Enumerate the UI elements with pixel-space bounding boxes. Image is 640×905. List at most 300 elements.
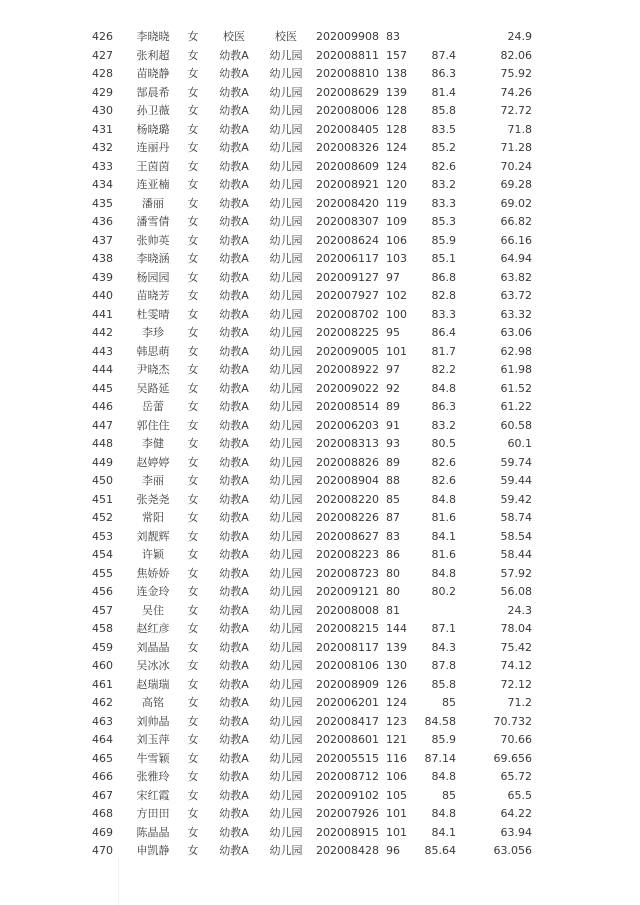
table-row bbox=[0, 509, 640, 528]
table-row bbox=[0, 195, 640, 214]
total-score: 60.1 bbox=[507, 437, 532, 450]
unit: 幼儿园 bbox=[269, 326, 303, 339]
table-row bbox=[0, 213, 640, 232]
written-score: 83 bbox=[386, 529, 400, 543]
written-score: 96 bbox=[386, 844, 400, 857]
gender: 女 bbox=[187, 141, 199, 154]
table-row bbox=[0, 398, 640, 417]
row-number: 438 bbox=[92, 252, 113, 265]
gender: 女 bbox=[187, 307, 199, 321]
candidate-name: 刘帅晶 bbox=[136, 714, 170, 728]
position: 幼教A bbox=[219, 363, 249, 376]
written-score: 85 bbox=[386, 492, 400, 506]
total-score: 61.52 bbox=[500, 381, 532, 395]
position: 幼教A bbox=[219, 400, 249, 413]
interview-score: 84.3 bbox=[431, 640, 456, 654]
written-score: 105 bbox=[386, 788, 407, 802]
exam-id: 202008405 bbox=[316, 122, 379, 136]
interview-score: 84.1 bbox=[431, 529, 456, 543]
interview-score: 85 bbox=[442, 696, 456, 709]
gender: 女 bbox=[187, 603, 199, 617]
position: 幼教A bbox=[219, 844, 249, 857]
gender: 女 bbox=[187, 548, 199, 561]
row-number: 444 bbox=[92, 363, 113, 376]
unit: 幼儿园 bbox=[269, 677, 303, 691]
gender: 女 bbox=[187, 696, 199, 709]
written-score: 97 bbox=[386, 270, 400, 284]
unit: 幼儿园 bbox=[269, 770, 303, 783]
written-score: 124 bbox=[386, 159, 407, 173]
table-row bbox=[0, 269, 640, 288]
row-number: 441 bbox=[92, 307, 113, 321]
interview-score: 85.64 bbox=[424, 844, 456, 857]
position: 幼教A bbox=[219, 788, 249, 802]
position: 幼教A bbox=[219, 233, 249, 247]
gender: 女 bbox=[187, 751, 199, 765]
candidate-name: 张帅英 bbox=[136, 233, 170, 247]
written-score: 128 bbox=[386, 104, 407, 117]
interview-score: 83.3 bbox=[431, 307, 456, 321]
interview-score: 81.4 bbox=[431, 85, 456, 99]
total-score: 60.58 bbox=[500, 418, 532, 432]
total-score: 70.24 bbox=[500, 159, 532, 173]
unit: 幼儿园 bbox=[269, 48, 303, 62]
table-row bbox=[0, 176, 640, 195]
interview-score: 86.8 bbox=[431, 270, 456, 284]
interview-score: 85.2 bbox=[431, 141, 456, 154]
total-score: 63.32 bbox=[500, 307, 532, 321]
written-score: 124 bbox=[386, 696, 407, 709]
interview-score: 85.9 bbox=[431, 233, 456, 247]
interview-score: 85.8 bbox=[431, 677, 456, 691]
written-score: 124 bbox=[386, 141, 407, 154]
written-score: 88 bbox=[386, 474, 400, 487]
interview-score: 85.8 bbox=[431, 104, 456, 117]
position: 幼教A bbox=[219, 677, 249, 691]
exam-id: 202008712 bbox=[316, 770, 379, 783]
row-number: 456 bbox=[92, 585, 113, 598]
interview-score: 84.8 bbox=[431, 566, 456, 580]
interview-score: 82.6 bbox=[431, 455, 456, 469]
table-row bbox=[0, 361, 640, 380]
total-score: 66.16 bbox=[500, 233, 532, 247]
position: 幼教A bbox=[219, 659, 249, 672]
interview-score: 82.8 bbox=[431, 289, 456, 302]
written-score: 102 bbox=[386, 289, 407, 302]
table-row bbox=[0, 694, 640, 713]
candidate-name: 王茵茵 bbox=[136, 159, 170, 173]
row-number: 452 bbox=[92, 511, 113, 524]
gender: 女 bbox=[187, 326, 199, 339]
table-row bbox=[0, 546, 640, 565]
written-score: 101 bbox=[386, 807, 407, 820]
total-score: 70.66 bbox=[500, 733, 532, 746]
exam-id: 202008008 bbox=[316, 603, 379, 617]
table-row bbox=[0, 454, 640, 473]
exam-id: 202008117 bbox=[316, 640, 379, 654]
position: 幼教A bbox=[219, 825, 249, 839]
table-row bbox=[0, 84, 640, 103]
candidate-name: 刘玉萍 bbox=[136, 733, 170, 746]
position: 幼教A bbox=[219, 326, 249, 339]
position: 幼教A bbox=[219, 48, 249, 62]
interview-score: 86.4 bbox=[431, 326, 456, 339]
written-score: 101 bbox=[386, 344, 407, 358]
row-number: 453 bbox=[92, 529, 113, 543]
gender: 女 bbox=[187, 381, 199, 395]
row-number: 429 bbox=[92, 85, 113, 99]
unit: 幼儿园 bbox=[269, 270, 303, 284]
candidate-name: 岳蕾 bbox=[142, 400, 164, 413]
exam-id: 202007927 bbox=[316, 289, 379, 302]
position: 幼教A bbox=[219, 751, 249, 765]
gender: 女 bbox=[187, 844, 199, 857]
written-score: 106 bbox=[386, 770, 407, 783]
row-number: 461 bbox=[92, 677, 113, 691]
candidate-name: 陈晶晶 bbox=[136, 825, 170, 839]
interview-score: 82.6 bbox=[431, 159, 456, 173]
table-row bbox=[0, 232, 640, 251]
table-row bbox=[0, 824, 640, 843]
written-score: 119 bbox=[386, 196, 407, 210]
candidate-name: 潘丽 bbox=[142, 196, 164, 210]
written-score: 144 bbox=[386, 622, 407, 635]
candidate-name: 李晓晓 bbox=[136, 30, 170, 43]
total-score: 59.74 bbox=[500, 455, 532, 469]
table-row bbox=[0, 639, 640, 658]
position: 幼教A bbox=[219, 548, 249, 561]
table-row bbox=[0, 583, 640, 602]
exam-id: 202008006 bbox=[316, 104, 379, 117]
row-number: 451 bbox=[92, 492, 113, 506]
total-score: 63.06 bbox=[500, 326, 532, 339]
total-score: 71.2 bbox=[507, 696, 532, 709]
exam-id: 202006201 bbox=[316, 696, 379, 709]
total-score: 65.72 bbox=[500, 770, 532, 783]
row-number: 430 bbox=[92, 104, 113, 117]
gender: 女 bbox=[187, 807, 199, 820]
row-number: 442 bbox=[92, 326, 113, 339]
table-row bbox=[0, 565, 640, 584]
interview-score: 84.8 bbox=[431, 381, 456, 395]
total-score: 63.94 bbox=[500, 825, 532, 839]
gender: 女 bbox=[187, 30, 199, 43]
written-score: 106 bbox=[386, 233, 407, 247]
position: 幼教A bbox=[219, 566, 249, 580]
gender: 女 bbox=[187, 215, 199, 228]
unit: 幼儿园 bbox=[269, 640, 303, 654]
total-score: 71.28 bbox=[500, 141, 532, 154]
exam-id: 202007926 bbox=[316, 807, 379, 820]
row-number: 433 bbox=[92, 159, 113, 173]
gender: 女 bbox=[187, 289, 199, 302]
candidate-name: 张利超 bbox=[136, 48, 170, 62]
candidate-name: 李健 bbox=[142, 437, 164, 450]
exam-id: 202008909 bbox=[316, 677, 379, 691]
interview-score: 86.3 bbox=[431, 400, 456, 413]
exam-id: 202008514 bbox=[316, 400, 379, 413]
candidate-name: 尹晓杰 bbox=[136, 363, 170, 376]
unit: 幼儿园 bbox=[269, 455, 303, 469]
row-number: 426 bbox=[92, 30, 113, 43]
unit: 幼儿园 bbox=[269, 67, 303, 80]
exam-id: 202008826 bbox=[316, 455, 379, 469]
interview-score: 87.1 bbox=[431, 622, 456, 635]
position: 幼教A bbox=[219, 270, 249, 284]
unit: 幼儿园 bbox=[269, 825, 303, 839]
position: 幼教A bbox=[219, 603, 249, 617]
gender: 女 bbox=[187, 622, 199, 635]
table-row bbox=[0, 324, 640, 343]
candidate-name: 孙卫薇 bbox=[136, 104, 170, 117]
table-row bbox=[0, 491, 640, 510]
candidate-name: 杨晓璐 bbox=[136, 122, 170, 136]
unit: 幼儿园 bbox=[269, 751, 303, 765]
row-number: 443 bbox=[92, 344, 113, 358]
position: 幼教A bbox=[219, 104, 249, 117]
total-score: 75.92 bbox=[500, 67, 532, 80]
written-score: 92 bbox=[386, 381, 400, 395]
table-row bbox=[0, 102, 640, 121]
position: 幼教A bbox=[219, 67, 249, 80]
candidate-name: 潘雪倩 bbox=[136, 215, 170, 228]
gender: 女 bbox=[187, 714, 199, 728]
gender: 女 bbox=[187, 178, 199, 191]
table-row bbox=[0, 380, 640, 399]
written-score: 91 bbox=[386, 418, 400, 432]
gender: 女 bbox=[187, 270, 199, 284]
unit: 幼儿园 bbox=[269, 492, 303, 506]
exam-id: 202008702 bbox=[316, 307, 379, 321]
exam-id: 202008629 bbox=[316, 85, 379, 99]
unit: 幼儿园 bbox=[269, 418, 303, 432]
interview-score: 80.5 bbox=[431, 437, 456, 450]
written-score: 101 bbox=[386, 825, 407, 839]
row-number: 465 bbox=[92, 751, 113, 765]
interview-score: 85 bbox=[442, 788, 456, 802]
row-number: 437 bbox=[92, 233, 113, 247]
total-score: 74.12 bbox=[500, 659, 532, 672]
table-row bbox=[0, 657, 640, 676]
candidate-name: 牛雪颖 bbox=[136, 751, 170, 765]
total-score: 75.42 bbox=[500, 640, 532, 654]
exam-id: 202008417 bbox=[316, 714, 379, 728]
unit: 幼儿园 bbox=[269, 289, 303, 302]
total-score: 72.12 bbox=[500, 677, 532, 691]
position: 幼教A bbox=[219, 529, 249, 543]
candidate-name: 张尧尧 bbox=[136, 492, 170, 506]
gender: 女 bbox=[187, 48, 199, 62]
exam-id: 202008313 bbox=[316, 437, 379, 450]
written-score: 109 bbox=[386, 215, 407, 228]
written-score: 130 bbox=[386, 659, 407, 672]
unit: 幼儿园 bbox=[269, 696, 303, 709]
row-number: 468 bbox=[92, 807, 113, 820]
exam-id: 202008811 bbox=[316, 48, 379, 62]
total-score: 58.54 bbox=[500, 529, 532, 543]
table-row bbox=[0, 158, 640, 177]
candidate-name: 李珍 bbox=[142, 326, 164, 339]
written-score: 128 bbox=[386, 122, 407, 136]
written-score: 93 bbox=[386, 437, 400, 450]
interview-score: 87.14 bbox=[424, 751, 456, 765]
exam-id: 202008921 bbox=[316, 178, 379, 191]
interview-score: 80.2 bbox=[431, 585, 456, 598]
position: 幼教A bbox=[219, 474, 249, 487]
exam-id: 202008420 bbox=[316, 196, 379, 210]
unit: 幼儿园 bbox=[269, 307, 303, 321]
unit: 幼儿园 bbox=[269, 141, 303, 154]
unit: 幼儿园 bbox=[269, 215, 303, 228]
table-row bbox=[0, 528, 640, 547]
candidate-name: 郭住住 bbox=[136, 418, 170, 432]
position: 幼教A bbox=[219, 585, 249, 598]
exam-id: 202008215 bbox=[316, 622, 379, 635]
exam-id: 202009908 bbox=[316, 30, 379, 43]
row-number: 445 bbox=[92, 381, 113, 395]
row-number: 434 bbox=[92, 178, 113, 191]
total-score: 62.98 bbox=[500, 344, 532, 358]
gender: 女 bbox=[187, 825, 199, 839]
candidate-name: 赵婷婷 bbox=[136, 455, 170, 469]
position: 幼教A bbox=[219, 622, 249, 635]
candidate-name: 连丽丹 bbox=[136, 141, 170, 154]
position: 幼教A bbox=[219, 159, 249, 173]
candidate-name: 常阳 bbox=[142, 511, 164, 524]
gender: 女 bbox=[187, 252, 199, 265]
total-score: 24.9 bbox=[507, 30, 532, 43]
table-row bbox=[0, 676, 640, 695]
total-score: 24.3 bbox=[507, 603, 532, 617]
interview-score: 84.8 bbox=[431, 770, 456, 783]
row-number: 428 bbox=[92, 67, 113, 80]
gender: 女 bbox=[187, 159, 199, 173]
gender: 女 bbox=[187, 511, 199, 524]
row-number: 467 bbox=[92, 788, 113, 802]
table-row bbox=[0, 28, 640, 47]
interview-score: 83.5 bbox=[431, 122, 456, 136]
table-row bbox=[0, 343, 640, 362]
written-score: 120 bbox=[386, 178, 407, 191]
candidate-name: 许颖 bbox=[142, 548, 164, 561]
position: 幼教A bbox=[219, 770, 249, 783]
exam-id: 202008106 bbox=[316, 659, 379, 672]
total-score: 58.74 bbox=[500, 511, 532, 524]
total-score: 69.28 bbox=[500, 178, 532, 191]
interview-score: 85.1 bbox=[431, 252, 456, 265]
table-row bbox=[0, 417, 640, 436]
written-score: 103 bbox=[386, 252, 407, 265]
row-number: 436 bbox=[92, 215, 113, 228]
interview-score: 81.6 bbox=[431, 548, 456, 561]
unit: 幼儿园 bbox=[269, 714, 303, 728]
candidate-name: 连金玲 bbox=[136, 585, 170, 598]
row-number: 432 bbox=[92, 141, 113, 154]
row-number: 466 bbox=[92, 770, 113, 783]
row-number: 435 bbox=[92, 196, 113, 210]
row-number: 460 bbox=[92, 659, 113, 672]
total-score: 69.656 bbox=[493, 751, 532, 765]
exam-id: 202008226 bbox=[316, 511, 379, 524]
total-score: 78.04 bbox=[500, 622, 532, 635]
written-score: 83 bbox=[386, 30, 400, 43]
table-row bbox=[0, 805, 640, 824]
table-row bbox=[0, 842, 640, 861]
row-number: 459 bbox=[92, 640, 113, 654]
written-score: 139 bbox=[386, 85, 407, 99]
exam-id: 202008922 bbox=[316, 363, 379, 376]
interview-score: 84.8 bbox=[431, 492, 456, 506]
written-score: 87 bbox=[386, 511, 400, 524]
position: 校医 bbox=[223, 30, 245, 43]
unit: 幼儿园 bbox=[269, 622, 303, 635]
unit: 幼儿园 bbox=[269, 122, 303, 136]
interview-score: 86.3 bbox=[431, 67, 456, 80]
table-row bbox=[0, 620, 640, 639]
total-score: 64.94 bbox=[500, 252, 532, 265]
row-number: 457 bbox=[92, 603, 113, 617]
unit: 幼儿园 bbox=[269, 474, 303, 487]
unit: 幼儿园 bbox=[269, 529, 303, 543]
total-score: 71.8 bbox=[507, 122, 532, 136]
unit: 幼儿园 bbox=[269, 344, 303, 358]
unit: 幼儿园 bbox=[269, 196, 303, 210]
exam-id: 202008307 bbox=[316, 215, 379, 228]
position: 幼教A bbox=[219, 178, 249, 191]
candidate-name: 苗晓芳 bbox=[136, 289, 170, 302]
interview-score: 83.3 bbox=[431, 196, 456, 210]
position: 幼教A bbox=[219, 344, 249, 358]
row-number: 439 bbox=[92, 270, 113, 284]
position: 幼教A bbox=[219, 418, 249, 432]
gender: 女 bbox=[187, 85, 199, 99]
total-score: 63.056 bbox=[493, 844, 532, 857]
unit: 幼儿园 bbox=[269, 437, 303, 450]
exam-id: 202009102 bbox=[316, 788, 379, 802]
total-score: 72.72 bbox=[500, 104, 532, 117]
unit: 幼儿园 bbox=[269, 381, 303, 395]
gender: 女 bbox=[187, 529, 199, 543]
position: 幼教A bbox=[219, 381, 249, 395]
gender: 女 bbox=[187, 640, 199, 654]
unit: 幼儿园 bbox=[269, 659, 303, 672]
gender: 女 bbox=[187, 418, 199, 432]
written-score: 80 bbox=[386, 585, 400, 598]
unit: 幼儿园 bbox=[269, 85, 303, 99]
exam-id: 202008225 bbox=[316, 326, 379, 339]
exam-id: 202008609 bbox=[316, 159, 379, 173]
interview-score: 87.8 bbox=[431, 659, 456, 672]
row-number: 448 bbox=[92, 437, 113, 450]
total-score: 74.26 bbox=[500, 85, 532, 99]
total-score: 69.02 bbox=[500, 196, 532, 210]
total-score: 63.82 bbox=[500, 270, 532, 284]
unit: 幼儿园 bbox=[269, 252, 303, 265]
exam-id: 202009127 bbox=[316, 270, 379, 284]
candidate-name: 吴路延 bbox=[136, 381, 170, 395]
unit: 幼儿园 bbox=[269, 104, 303, 117]
row-number: 446 bbox=[92, 400, 113, 413]
total-score: 70.732 bbox=[493, 714, 532, 728]
total-score: 64.22 bbox=[500, 807, 532, 820]
table-row bbox=[0, 768, 640, 787]
written-score: 138 bbox=[386, 67, 407, 80]
position: 幼教A bbox=[219, 252, 249, 265]
gender: 女 bbox=[187, 659, 199, 672]
position: 幼教A bbox=[219, 289, 249, 302]
total-score: 56.08 bbox=[500, 585, 532, 598]
table-row bbox=[0, 139, 640, 158]
